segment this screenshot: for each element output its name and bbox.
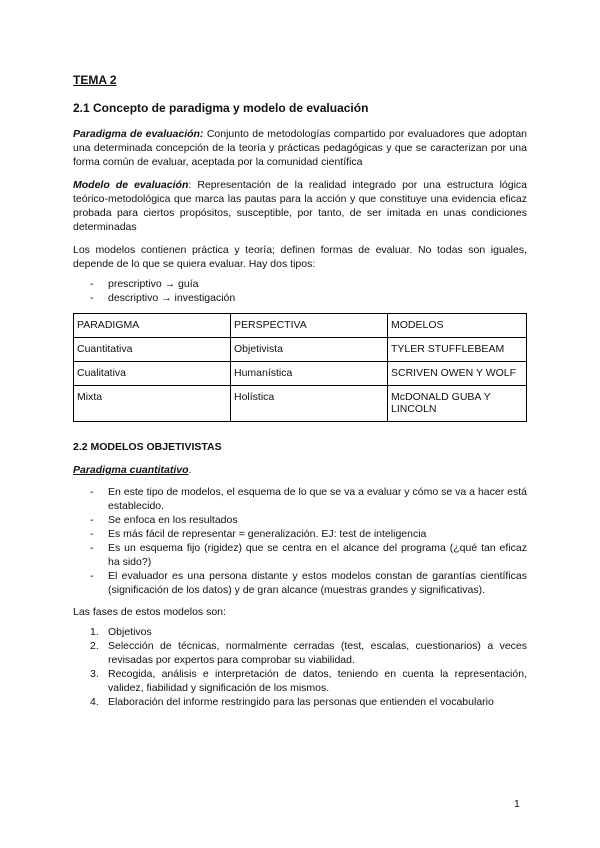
list-text: Elaboración del informe restringido para las personas que entienden el vocabulario [108, 696, 494, 708]
list-item: - El evaluador es una persona distante y estos modelos constan de garantías científicas (significación de los datos) y de gran alcance (muestras grandes y significativas). [73, 569, 527, 597]
list-item: - Es un esquema fijo (rigidez) que se centra en el alcance del programa (¿qué tan eficaz ha sido?) [73, 541, 527, 569]
table-cell: Mixta [74, 386, 231, 422]
definition-modelo [73, 178, 527, 234]
list-number: 3. [90, 668, 99, 680]
definition-term: Paradigma de evaluación: [73, 128, 204, 140]
types-list [73, 277, 527, 305]
intro-paragraph: Los modelos contienen práctica y teoría; definen formas de evaluar. No todas son iguales, depende de lo que se quiera evaluar. Hay dos tipos: [73, 244, 527, 270]
subheading-paradigma-cuantitativo [73, 463, 527, 477]
list-number: 2. [90, 640, 99, 652]
page-content [73, 72, 527, 709]
list-item: - Se enfoca en los resultados [73, 513, 527, 527]
list-item [73, 695, 527, 709]
list-item [73, 639, 527, 667]
definition-text: Conjunto de metodologías compartido por evaluadores que adoptan una determinada concepción de la teoría y prácticas pedagógicas y que se caracterizan por una forma común de evaluar, aceptada por la comunidad científica [73, 128, 527, 168]
list-text: Selección de técnicas, normalmente cerradas (test, escalas, cuestionarios) a veces revisadas por expertos para comprobar su viabilidad. [108, 640, 527, 666]
table-header-cell: PARADIGMA [74, 314, 231, 338]
list-item: - descriptivo → investigación [73, 291, 527, 305]
table-row [74, 338, 527, 362]
table-cell: TYLER STUFFLEBEAM [388, 338, 527, 362]
table-cell: Objetivista [231, 338, 388, 362]
table-row [74, 386, 527, 422]
list-item [73, 667, 527, 695]
subheading-term: Paradigma cuantitativo [73, 464, 189, 476]
phases-list [73, 625, 527, 709]
list-text: Objetivos [108, 626, 152, 638]
characteristics-list [73, 485, 527, 597]
section-heading-2-2: 2.2 MODELOS OBJETIVISTAS [73, 441, 222, 453]
table-cell: Holística [231, 386, 388, 422]
list-item [73, 625, 527, 639]
table-header-row [74, 314, 527, 338]
list-item: - En este tipo de modelos, el esquema de lo que se va a evaluar y cómo se va a hacer está establecido. [73, 485, 527, 513]
list-item: - prescriptivo → guía [73, 277, 527, 291]
table-cell: Cuantitativa [74, 338, 231, 362]
table-row [74, 362, 527, 386]
table-cell: SCRIVEN OWEN Y WOLF [388, 362, 527, 386]
definition-paradigma [73, 127, 527, 169]
section-heading-2-1: 2.1 Concepto de paradigma y modelo de evaluación [73, 101, 369, 115]
list-number: 4. [90, 696, 99, 708]
paradigm-table [73, 313, 527, 422]
table-cell: Humanística [231, 362, 388, 386]
table-header-cell: PERSPECTIVA [231, 314, 388, 338]
list-number: 1. [90, 626, 99, 638]
list-text: Recogida, análisis e interpretación de datos, teniendo en cuenta la representación, validez, fiabilidad y significación de los mismos. [108, 668, 527, 694]
definition-text: : Representación de la realidad integrado por una estructura lógica teórico-metodológica que marca las pautas para la acción y que constituye una evidencia eficaz probada para ciertos propósitos, susceptible, por tanto, de ser imitada en unas condiciones determinadas [73, 179, 528, 233]
subheading-suffix: . [188, 464, 192, 476]
table-cell: McDONALD GUBA Y LINCOLN [388, 386, 527, 422]
phases-intro: Las fases de estos modelos son: [73, 606, 226, 618]
definition-term: Modelo de evaluación [73, 179, 189, 191]
page-number: 1 [514, 798, 520, 810]
table-header-cell: MODELOS [388, 314, 527, 338]
table-cell: Cualitativa [74, 362, 231, 386]
document-title: TEMA 2 [73, 73, 117, 87]
list-item: - Es más fácil de representar = generalización. EJ: test de inteligencia [73, 527, 527, 541]
